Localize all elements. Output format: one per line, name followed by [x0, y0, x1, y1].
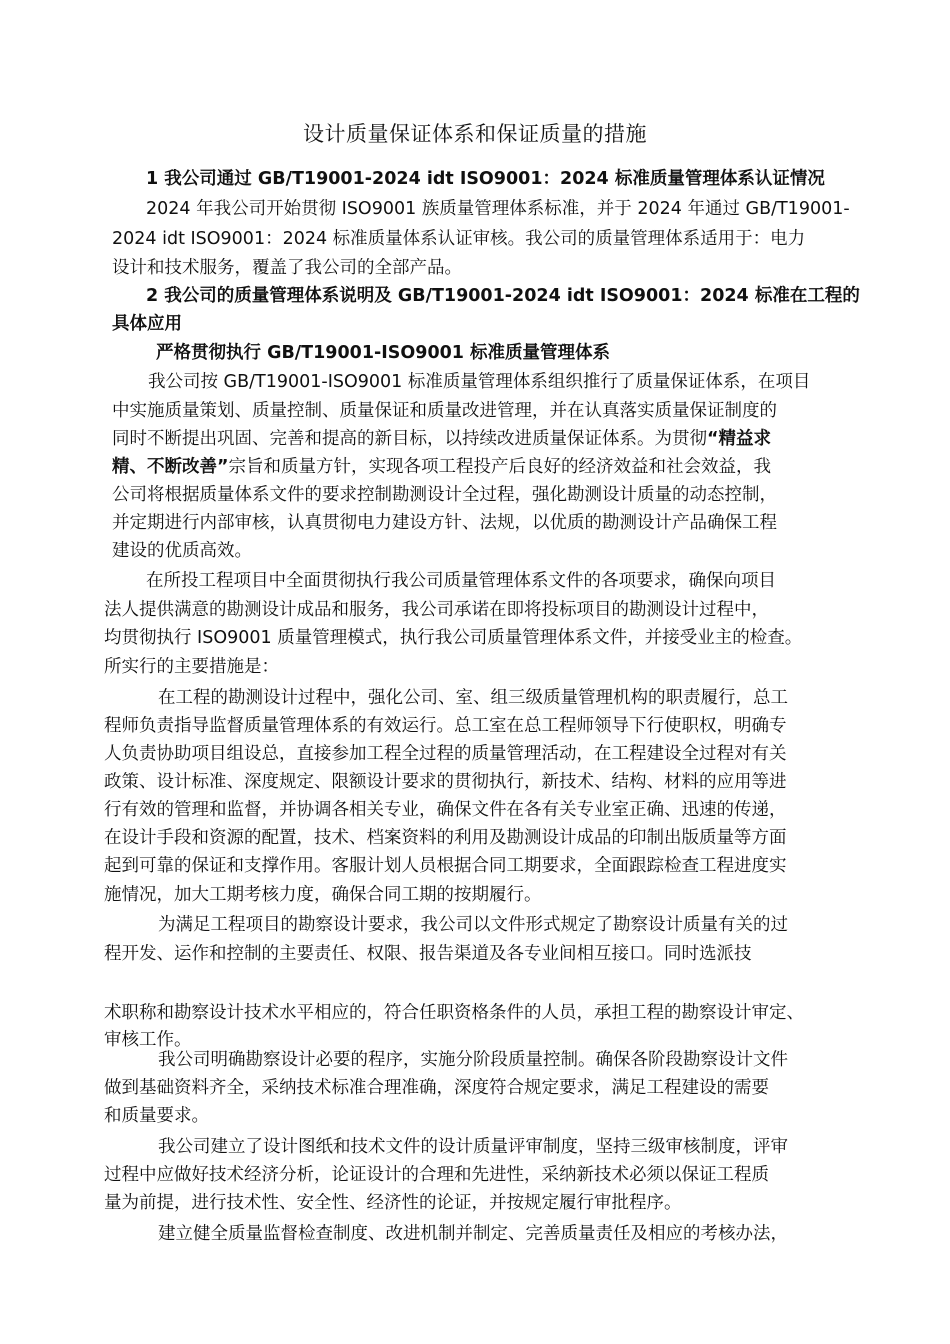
paragraph-6-line: 审核工作。: [104, 1030, 192, 1050]
paragraph-3-line: 在所投工程项目中全面贯彻执行我公司质量管理体系文件的各项要求，确保向项目: [146, 571, 776, 591]
paragraph-8-line: 量为前提，进行技术性、安全性、经济性的论证，并按规定履行审批程序。: [104, 1193, 682, 1213]
bold-phrase: 精、不断改善”: [112, 457, 229, 477]
paragraph-7-line: 和质量要求。: [104, 1106, 209, 1126]
paragraph-8-line: 过程中应做好技术经济分析，论证设计的合理和先进性，采纳新技术必须以保证工程质: [104, 1165, 769, 1185]
paragraph-4-line: 政策、设计标准、深度规定、限额设计要求的贯彻执行，新技术、结构、材料的应用等进: [104, 772, 787, 792]
bold-phrase: “精益求: [707, 429, 772, 449]
section-heading-2-cont: 具体应用: [112, 314, 182, 334]
paragraph-2-line: 我公司按 GB/T19001-ISO9001 标准质量管理体系组织推行了质量保证体系，在项目: [148, 372, 811, 392]
paragraph-4-line: 行有效的管理和监督，并协调各相关专业，确保文件在各有关专业室正确、迅速的传递，: [104, 800, 787, 820]
paragraph-9-line: 建立健全质量监督检查制度、改进机制并制定、完善质量责任及相应的考核办法，: [158, 1224, 788, 1244]
text-run: 宗旨和质量方针，实现各项工程投产后良好的经济效益和社会效益，我: [228, 457, 772, 477]
paragraph-1-line: 2024 idt ISO9001：2024 标准质量体系认证审核。我公司的质量管理体系适用于：电力: [112, 229, 806, 249]
paragraph-3-line: 所实行的主要措施是：: [104, 657, 279, 677]
section-heading-2: 2 我公司的质量管理体系说明及 GB/T19001-2024 idt ISO9001：2024 标准在工程的: [146, 286, 860, 306]
paragraph-1-line: 设计和技术服务，覆盖了我公司的全部产品。: [112, 258, 462, 278]
paragraph-4-line: 在设计手段和资源的配置，技术、档案资料的利用及勘测设计成品的印制出版质量等方面: [104, 828, 787, 848]
paragraph-4-line: 在工程的勘测设计过程中，强化公司、室、组三级质量管理机构的职责履行，总工: [158, 688, 788, 708]
paragraph-4-line: 施情况，加大工期考核力度，确保合同工期的按期履行。: [104, 885, 542, 905]
text-run: 同时不断提出巩固、完善和提高的新目标，以持续改进质量保证体系。为贯彻: [112, 429, 707, 449]
paragraph-8-line: 我公司建立了设计图纸和技术文件的设计质量评审制度，坚持三级审核制度，评审: [158, 1137, 788, 1157]
section-heading-1: 1 我公司通过 GB/T19001-2024 idt ISO9001：2024 标准质量管理体系认证情况: [146, 169, 825, 189]
paragraph-1-line: 2024 年我公司开始贯彻 ISO9001 族质量管理体系标准，并于 2024 年通过 GB/T19001-: [146, 199, 850, 219]
paragraph-4-line: 人负责协助项目组设总，直接参加工程全过程的质量管理活动，在工程建设全过程对有关: [104, 744, 787, 764]
paragraph-5-line: 为满足工程项目的勘察设计要求，我公司以文件形式规定了勘察设计质量有关的过: [158, 915, 788, 935]
paragraph-2-line: 并定期进行内部审核，认真贯彻电力建设方针、法规，以优质的勘测设计产品确保工程: [112, 513, 777, 533]
paragraph-4-line: 程师负责指导监督质量管理体系的有效运行。总工室在总工程师领导下行使职权，明确专: [104, 716, 787, 736]
paragraph-3-line: 法人提供满意的勘测设计成品和服务，我公司承诺在即将投标项目的勘测设计过程中，: [104, 600, 769, 620]
paragraph-2-line: 中实施质量策划、质量控制、质量保证和质量改进管理，并在认真落实质量保证制度的: [112, 401, 777, 421]
paragraph-2-line: [112, 426, 771, 452]
paragraph-3-line: 均贯彻执行 ISO9001 质量管理模式，执行我公司质量管理体系文件，并接受业主的检查。: [104, 628, 803, 648]
paragraph-6-line: 术职称和勘察设计技术水平相应的，符合任职资格条件的人员，承担工程的勘察设计审定、: [104, 1003, 804, 1023]
paragraph-4-line: 起到可靠的保证和支撑作用。客服计划人员根据合同工期要求，全面跟踪检查工程进度实: [104, 856, 787, 876]
paragraph-2-line: 公司将根据质量体系文件的要求控制勘测设计全过程，强化勘测设计质量的动态控制，: [112, 485, 777, 505]
document-title: 设计质量保证体系和保证质量的措施: [303, 122, 647, 146]
paragraph-5-line: 程开发、运作和控制的主要责任、权限、报告渠道及各专业间相互接口。同时选派技: [104, 944, 752, 964]
paragraph-2-line: [112, 454, 771, 480]
paragraph-7-line: 我公司明确勘察设计必要的程序，实施分阶段质量控制。确保各阶段勘察设计文件: [158, 1050, 788, 1070]
paragraph-2-line: 建设的优质高效。: [112, 541, 252, 561]
paragraph-7-line: 做到基础资料齐全，采纳技术标准合理准确，深度符合规定要求，满足工程建设的需要: [104, 1078, 769, 1098]
subsection-heading: 严格贯彻执行 GB/T19001-ISO9001 标准质量管理体系: [156, 343, 611, 363]
